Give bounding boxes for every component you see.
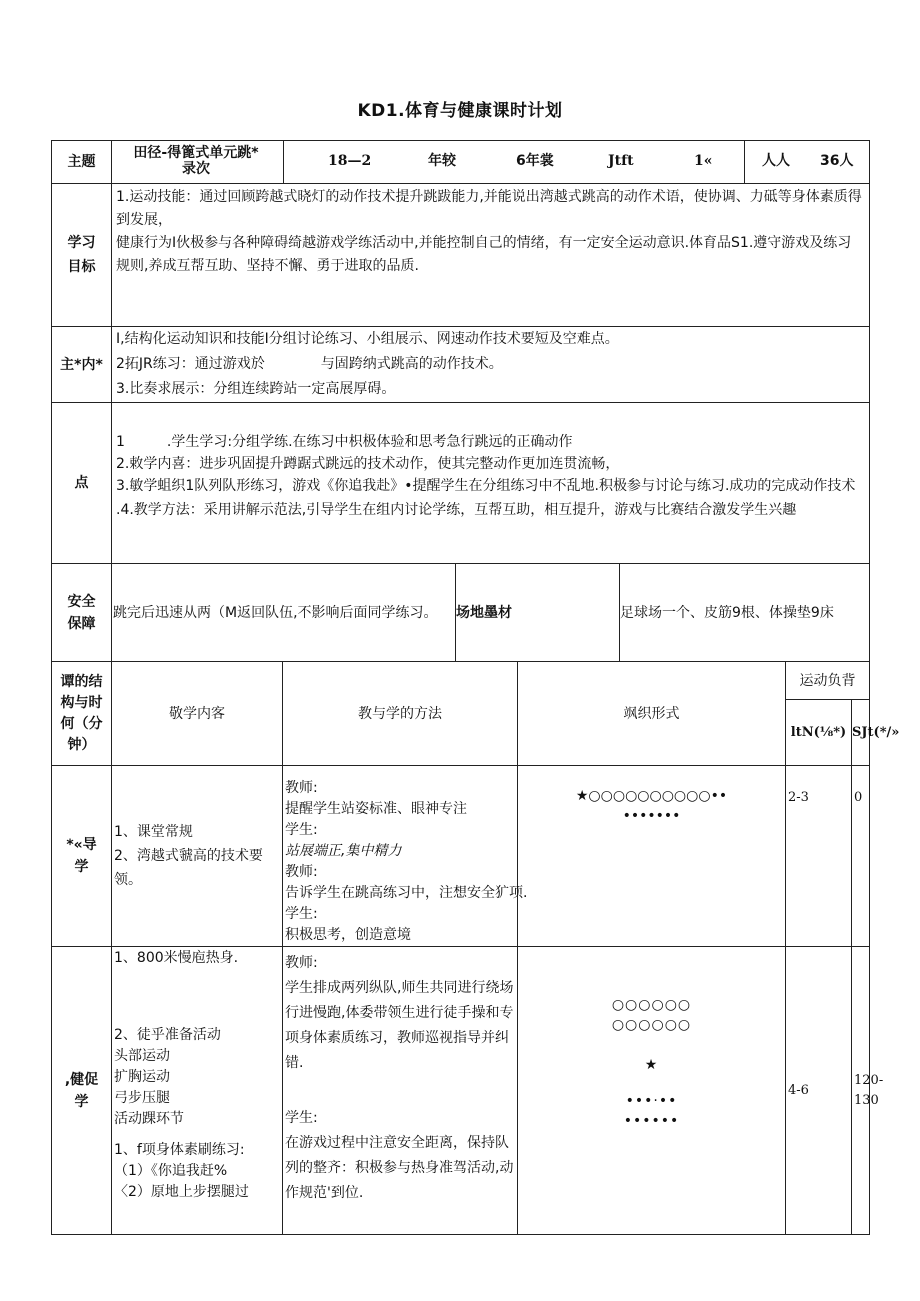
venue-label: 场地墨材: [456, 564, 620, 662]
structure-head-row: [52, 662, 870, 700]
table-row: [52, 947, 870, 1235]
key-point-line: 1 .学生学习:分组学练.在练习中枳极体验和思考急行跳远的正确动作: [116, 434, 573, 450]
lesson-plan-table: [51, 140, 900, 1235]
safety-text: 跳完后迅速从两（M返回队伍,不影响后面同学练习。: [112, 564, 456, 662]
content-line: I,结构化运动知识和技能I分组讨论练习、小组展示、网速动作技术要短及空难点。: [116, 331, 619, 347]
safety-row: [52, 564, 870, 662]
content-line: 3.比奏求展示：分组连续跨站一定高展厚碍。: [116, 381, 396, 397]
lesson-number: 1«: [694, 153, 713, 169]
method-head: 教与学的方法: [283, 662, 518, 766]
objectives-row: [52, 184, 870, 327]
topic-label: 主题: [52, 141, 112, 184]
venue-text: 足球场一个、皮筋9根、体操垫9床: [620, 564, 870, 662]
objective-line: 1.运动技能：通过回顾跨越式晓灯的动作技术提升跳跋能力,并能说出湾越式跳高的动作术语，使协调、力砥等身体素质得到发展，: [116, 189, 862, 228]
header-row: [52, 141, 870, 184]
objectives-label: 学习 目标: [52, 184, 112, 327]
load-intensity-head: SJt(*/»: [852, 700, 870, 766]
content-text: [112, 327, 870, 403]
row-intensity: 120-130: [852, 947, 870, 1235]
row-method: 教师: 学生排成两列纵队,师生共同进行绕场行进慢跑,体委带领生进行徒手操和专项身体素质练习，教师巡视指导并纠错. 学生: 在游戏过程中注意安全距离，保持队列的整齐：积极参与热身准驾活动,动作规范'到位.: [283, 947, 518, 1235]
row-intensity: 0: [852, 766, 870, 947]
row-method: 教师: 提醒学生站姿标准、眼神专注 学生: 站展端正,集中精力 教师: 告诉学生在跳高练习中，注想安全犷项. 学生: 积极思考，创造意境: [283, 766, 518, 947]
key-points-label: 点: [52, 403, 112, 564]
structure-head: 谭的结 构与时 何（分 钟）: [52, 662, 112, 766]
row-stage-label: *«导 学: [52, 766, 112, 947]
people-label: 人人: [762, 153, 790, 169]
document-title: KD1.体育与健康课时计划: [357, 101, 563, 121]
topic-value: 田径-得篦式单元跳* 录次: [133, 145, 259, 177]
teacher-name: Jtft: [608, 153, 634, 169]
key-points-text: [112, 403, 870, 564]
objective-line: 健康行为I伙极参与各种障碍绮越游戏学练活动中,并能控制自己的情绪，有一定安全运动意识.体育品S1.遵守游戏及练习规则,养成互帮互助、坚持不懈、勇于进取的品质.: [116, 235, 852, 274]
safety-label: 安全 保障: [52, 564, 112, 662]
people-value: 36人: [820, 153, 854, 169]
date-value: 18—2: [328, 153, 372, 169]
header-info: [112, 141, 870, 184]
objectives-text: [112, 184, 870, 327]
key-point-line: .4.教学方法：采用讲解示范法,引导学生在组内讨论学练，互帮互助，相互提升，游戏与比赛结合激发学生兴趣: [116, 502, 797, 518]
row-time: 2-3: [786, 766, 852, 947]
key-points-row: [52, 403, 870, 564]
content-line: 2拓JR练习：通过游戏於 与固跨纳式跳高的动作技术。: [116, 356, 503, 372]
load-head: 运动负背: [786, 662, 870, 700]
row-time: 4-6: [786, 947, 852, 1235]
table-row: [52, 766, 870, 947]
row-stage-label: ,健促 学: [52, 947, 112, 1235]
grade-value: 6年裳: [516, 153, 554, 169]
row-formation: ○○○○○○ ○○○○○○ ★ •••·•• ••••••: [518, 947, 786, 1235]
row-content: 1、课堂常规 2、湾越式虢高的技术要领。: [112, 766, 283, 947]
load-time-head: ltN(⅛*): [786, 700, 852, 766]
row-formation: ★○○○○○○○○○○•• •••••••: [518, 766, 786, 947]
grade-label: 年较: [428, 153, 456, 169]
content-head: 敬学内客: [112, 662, 283, 766]
content-label: 主*内*: [52, 327, 112, 403]
content-row: [52, 327, 870, 403]
formation-head: 飒织形式: [518, 662, 786, 766]
row-content: 1、800米慢庖热身. 2、徒乎准备活动 头部运动 扩胸运动 弓步压腿 活动踝环节 1、f项身体素刷练习: （1）《你追我赶% 〈2）原地上步摆腿过: [112, 947, 283, 1235]
key-point-line: 2.敕学内喜：进步巩固提升蹲踞式跳远的技术动作，使其完整动作更加连贯流畅，: [116, 456, 620, 472]
key-point-line: 3.敏学蛆织1队列队形练习，游戏《你追我赴》•提醒学生在分组练习中不乱地.积极参与讨论与练习.成功的完成动作技术: [116, 478, 856, 494]
